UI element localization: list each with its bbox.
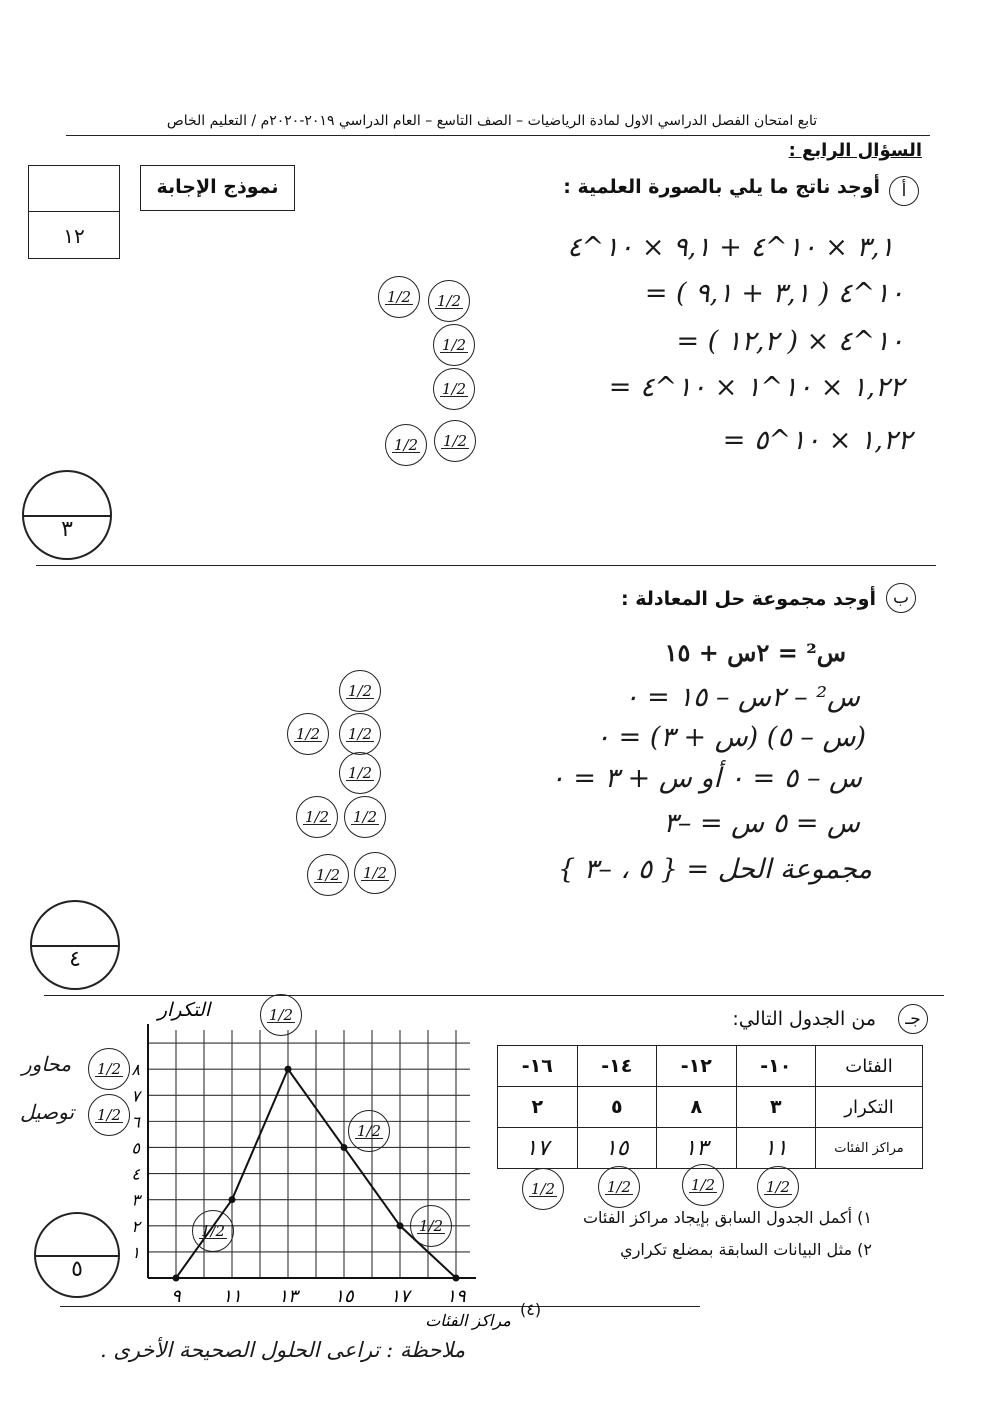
y-tick-label: ٤ [131, 1164, 140, 1184]
half-mark-circle: 1/2 [434, 420, 476, 462]
part-b-line-5: س = ٥ س = –٣ [663, 808, 860, 839]
half-mark-circle: 1/2 [682, 1164, 724, 1206]
data-point [173, 1275, 180, 1282]
footer-note: ملاحظة : تراعى الحلول الصحيحة الأخرى . [100, 1338, 466, 1362]
part-c-mark: ٥ [71, 1256, 83, 1282]
table-cell: ٢ [498, 1087, 578, 1128]
table-cell: ١٢- [657, 1046, 737, 1087]
part-b-line-6: مجموعة الحل = { ٥ ، –٣ } [558, 854, 872, 885]
half-mark-circle: 1/2 [260, 994, 302, 1036]
x-tick-label: ١٧ [390, 1286, 410, 1307]
half-mark-circle: 1/2 [757, 1166, 799, 1208]
part-b-prompt: أوجد مجموعة حل المعادلة : [621, 588, 876, 610]
table-cell: ١٥ [577, 1128, 657, 1169]
half-mark-circle: 1/2 [192, 1210, 234, 1252]
section-divider [60, 1306, 700, 1307]
x-tick-label: ١٥ [334, 1286, 354, 1307]
half-mark-circle: 1/2 [433, 368, 475, 410]
part-c-prompt: من الجدول التالي: [732, 1008, 876, 1030]
y-tick-label: ٣ [131, 1190, 140, 1210]
half-mark-circle: 1/2 [287, 713, 329, 755]
half-mark-circle: 1/2 [339, 752, 381, 794]
half-mark-circle: 1/2 [344, 796, 386, 838]
y-tick-label: ٥ [131, 1138, 140, 1158]
half-mark-circle: 1/2 [598, 1166, 640, 1208]
page-marker: (٤) [520, 1300, 542, 1319]
part-c-label: جـ [898, 1004, 928, 1034]
table-cell: ١٣ [657, 1128, 737, 1169]
part-a-line-2: = ١٠^٤ ( ٣,١ + ٩,١ ) [644, 278, 904, 309]
x-tick-label: ١٣ [278, 1286, 298, 1307]
table-row [498, 1087, 923, 1128]
total-mark-box [28, 165, 120, 259]
half-mark-circle: 1/2 [354, 852, 396, 894]
table-row-header: مراكز الفئات [816, 1128, 923, 1169]
model-answer-box: نموذج الإجابة [140, 165, 295, 211]
table-cell: ٣ [736, 1087, 816, 1128]
x-tick-label: ١١ [222, 1286, 242, 1307]
table-cell: ١١ [736, 1128, 816, 1169]
part-a-line-5: = ١,٢٢ × ١٠^٥ [722, 425, 912, 456]
part-b-label: ب [886, 583, 916, 613]
table-row-header: التكرار [816, 1087, 923, 1128]
frequency-table [497, 1045, 923, 1169]
x-tick-label: ١٩ [446, 1286, 466, 1307]
y-tick-label: ١ [131, 1242, 140, 1262]
part-a-line-4: = ١,٢٢ × ١٠^١ × ١٠^٤ [608, 372, 904, 403]
half-mark-circle: 1/2 [339, 713, 381, 755]
half-mark-circle: 1/2 [428, 280, 470, 322]
header-divider [66, 135, 930, 136]
half-mark-circle: 1/2 [378, 276, 420, 318]
frequency-polygon-chart [100, 999, 511, 1330]
x-axis-label: مراكز الفئات [425, 1311, 511, 1330]
task-2: ٢) مثل البيانات السابقة بمضلع تكراري [620, 1240, 872, 1259]
total-mark: ١٢ [63, 224, 85, 248]
part-b-mark-circle [30, 900, 120, 990]
table-row-header: الفئات [816, 1046, 923, 1087]
half-mark-circle: 1/2 [88, 1094, 130, 1136]
part-b-line-1: س² = ٢س + ١٥ [664, 638, 846, 667]
table-cell: ١٦- [498, 1046, 578, 1087]
data-point [341, 1144, 348, 1151]
y-tick-label: ٨ [131, 1060, 140, 1080]
part-a-label: أ [889, 176, 919, 206]
y-tick-label: ٢ [131, 1216, 140, 1236]
page-header-title: تابع امتحان الفصل الدراسي الاول لمادة الرياضيات – الصف التاسع – العام الدراسي ٢٠١٩-٢٠٢٠م / التعليم الخاص [166, 113, 818, 129]
half-mark-circle: 1/2 [522, 1168, 564, 1210]
part-b-line-4: س – ٥ = ٠ أو س + ٣ = ٠ [550, 763, 862, 794]
table-cell: ٥ [577, 1087, 657, 1128]
table-cell: ٨ [657, 1087, 737, 1128]
table-row [498, 1046, 923, 1087]
part-b-line-3: (س – ٥) (س + ٣) = ٠ [595, 722, 866, 753]
half-mark-circle: 1/2 [296, 796, 338, 838]
y-tick-label: ٦ [131, 1112, 140, 1132]
section-divider [36, 565, 936, 566]
table-cell: ١٠- [736, 1046, 816, 1087]
connect-note: توصيل [20, 1100, 75, 1124]
half-mark-circle: 1/2 [385, 424, 427, 466]
table-row [498, 1128, 923, 1169]
part-b-mark: ٤ [69, 946, 81, 972]
part-a-prompt: أوجد ناتج ما يلي بالصورة العلمية : [563, 176, 880, 198]
half-mark-circle: 1/2 [348, 1110, 390, 1152]
x-tick-label: ٩ [171, 1286, 181, 1307]
part-a-mark: ٣ [61, 516, 73, 542]
axes-note: محاور [22, 1052, 72, 1076]
data-point [229, 1196, 236, 1203]
part-a-mark-circle [22, 470, 112, 560]
y-axis-label: التكرار [157, 999, 211, 1021]
question-title: السؤال الرابع : [788, 140, 922, 161]
section-divider [44, 995, 944, 996]
part-a-line-3: = ١٠^٤ × ( ١٢,٢ ) [676, 326, 904, 357]
half-mark-circle: 1/2 [307, 854, 349, 896]
part-b-line-2: س² – ٢س – ١٥ = ٠ [624, 682, 860, 713]
y-tick-label: ٧ [131, 1086, 140, 1106]
half-mark-circle: 1/2 [410, 1205, 452, 1247]
half-mark-circle: 1/2 [88, 1048, 130, 1090]
half-mark-circle: 1/2 [433, 324, 475, 366]
part-a-line-1: ٣,١ × ١٠^٤ + ٩,١ × ١٠^٤ [567, 232, 894, 263]
data-point [397, 1222, 404, 1229]
table-cell: ١٤- [577, 1046, 657, 1087]
task-1: ١) أكمل الجدول السابق بإيجاد مراكز الفئات [582, 1208, 872, 1227]
data-point [285, 1066, 292, 1073]
data-point [453, 1275, 460, 1282]
table-cell: ١٧ [498, 1128, 578, 1169]
half-mark-circle: 1/2 [339, 670, 381, 712]
